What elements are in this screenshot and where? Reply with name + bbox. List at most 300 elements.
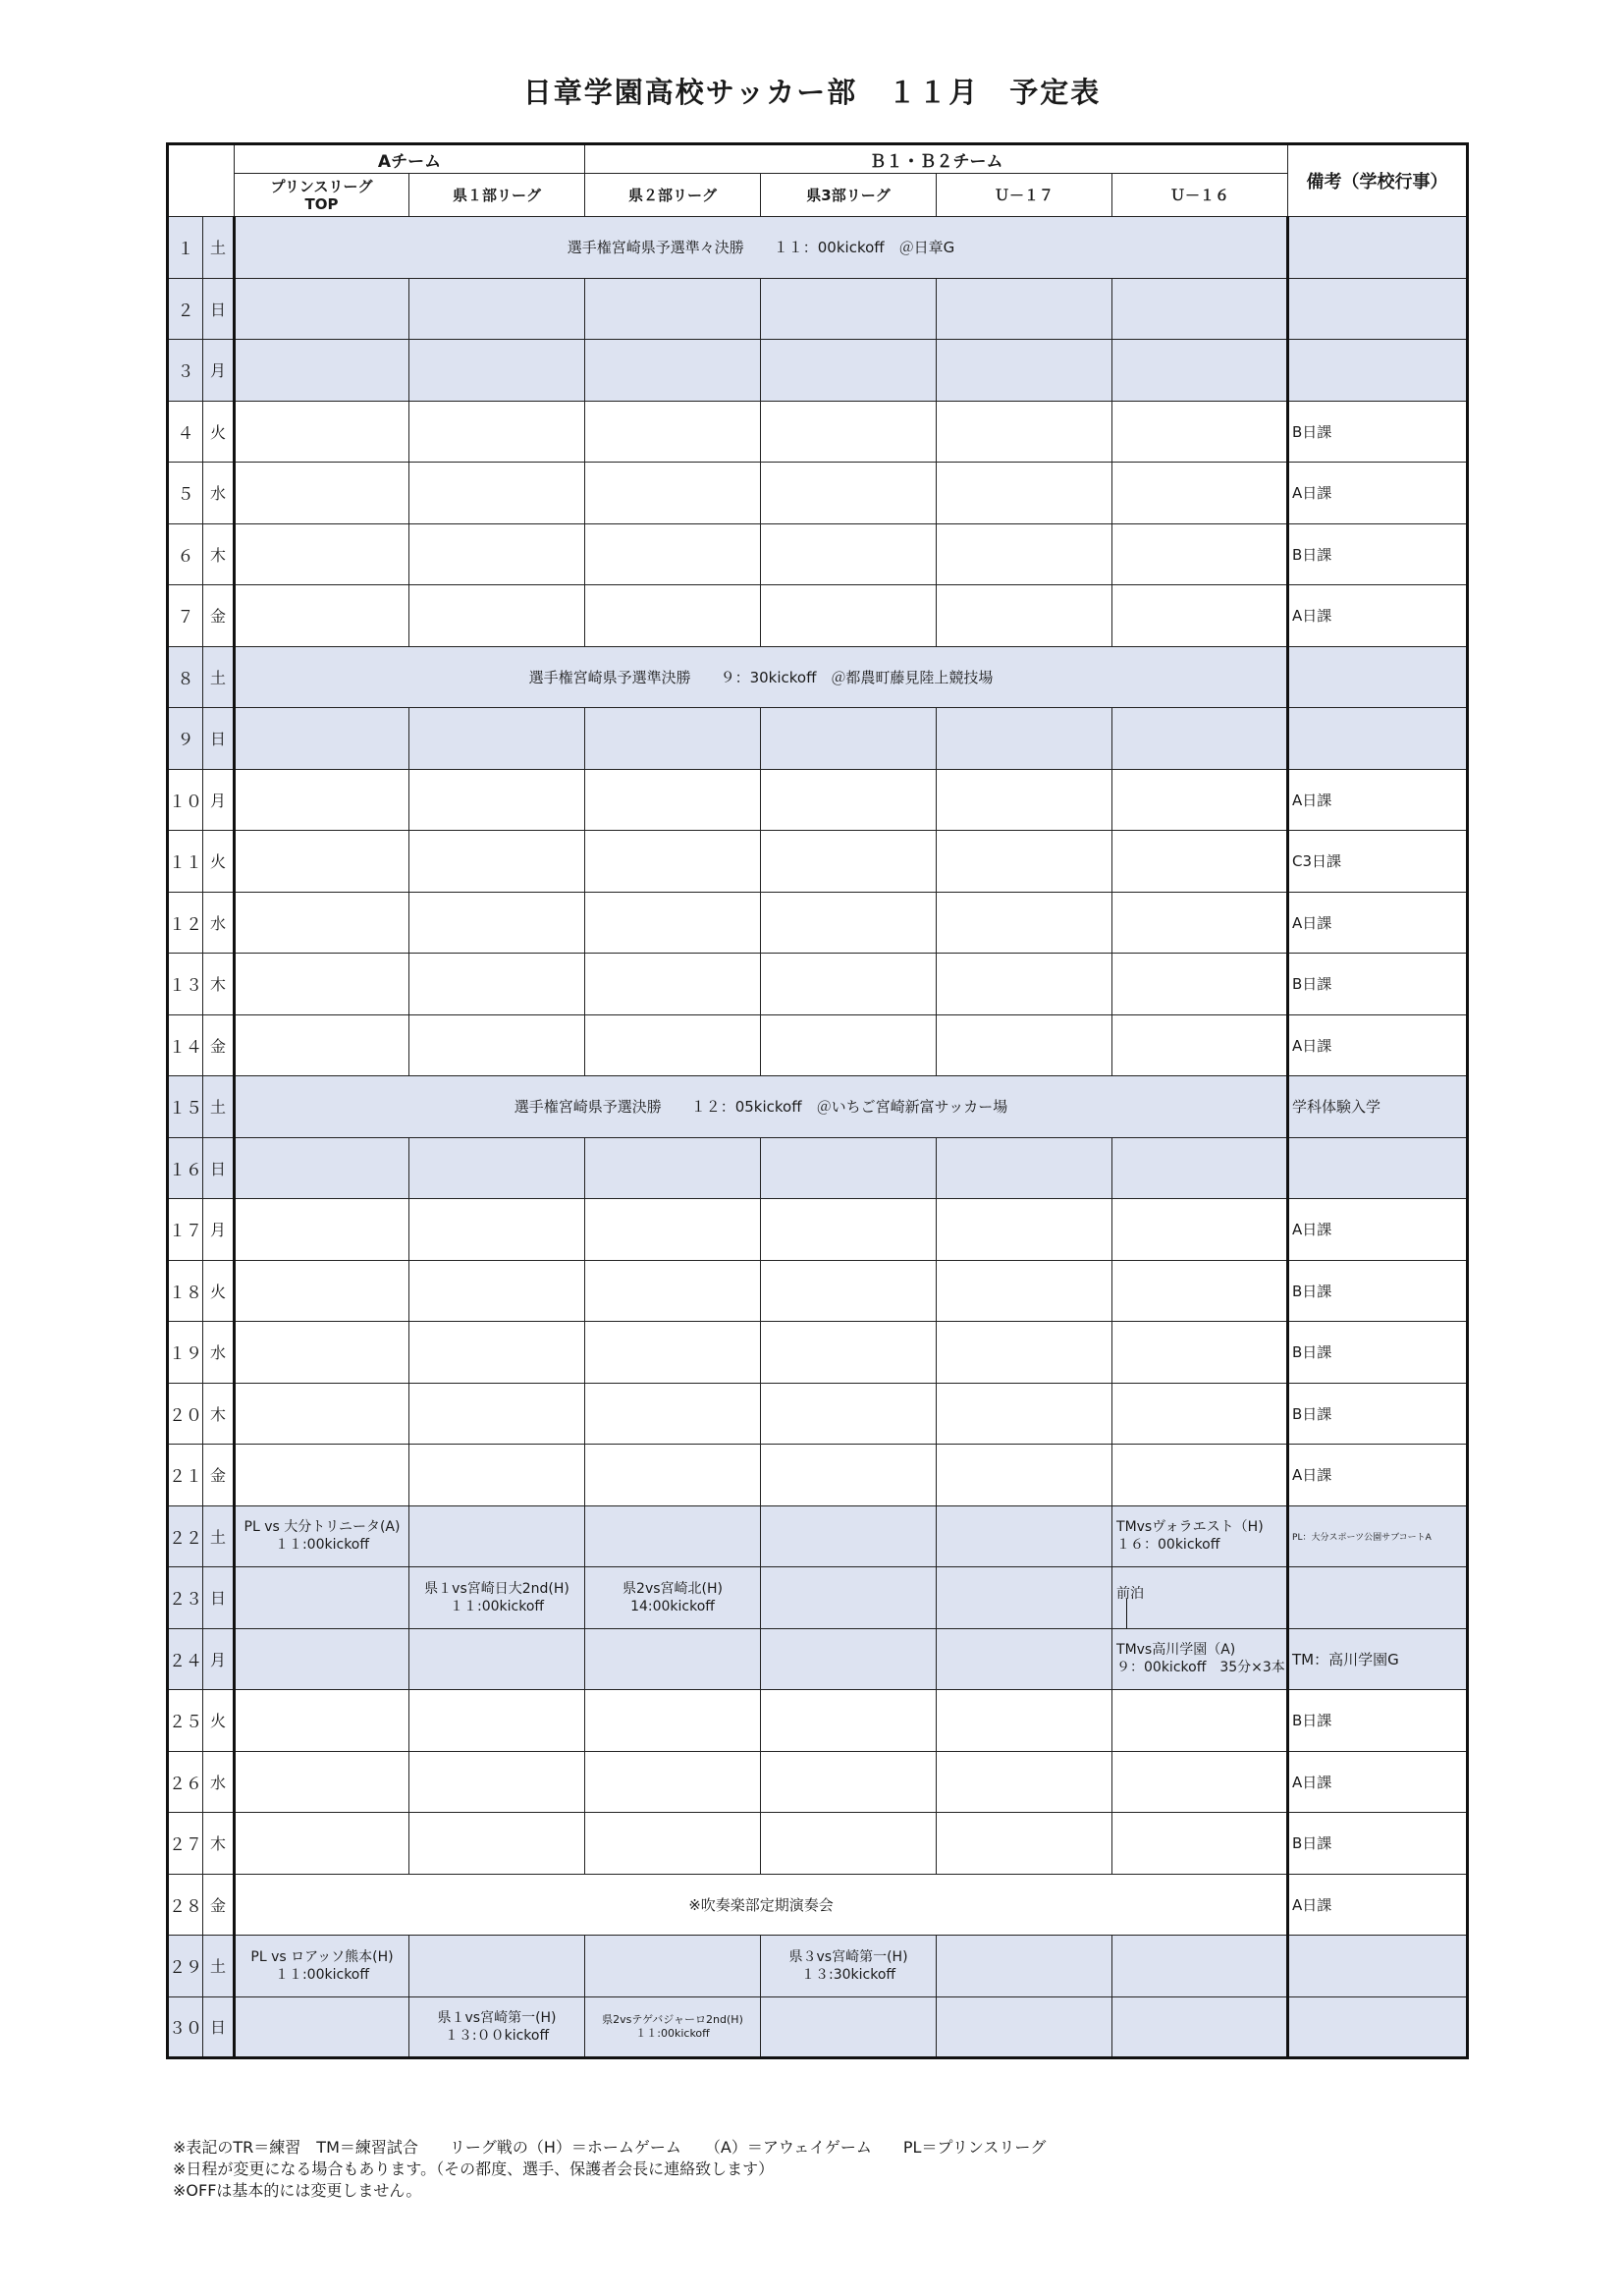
- weekday-cell: 火: [203, 831, 235, 893]
- weekday-cell: 土: [203, 1936, 235, 1997]
- cell-prince: [235, 278, 409, 340]
- header-pref2: 県２部リーグ: [585, 174, 761, 217]
- cell-prince: [235, 1383, 409, 1445]
- date-cell: ６: [168, 523, 203, 585]
- cell-pref1: [409, 401, 585, 463]
- date-cell: １: [168, 217, 203, 279]
- header-pref1: 県１部リーグ: [409, 174, 585, 217]
- table-row: [168, 646, 1468, 708]
- table-row: [168, 340, 1468, 402]
- cell-pref1: [409, 769, 585, 831]
- cell-pref3: [761, 523, 937, 585]
- cell-pref3: [761, 1813, 937, 1875]
- cell-prince: [235, 708, 409, 770]
- remark-cell: A日課: [1288, 1014, 1468, 1076]
- remark-cell: B日課: [1288, 523, 1468, 585]
- page-title: 日章学園高校サッカー部 １１月 予定表: [522, 76, 1102, 109]
- cell-u16: [1112, 892, 1288, 954]
- table-row: [168, 831, 1468, 893]
- cell-pref3: [761, 1996, 937, 2058]
- table-row: [168, 1751, 1468, 1813]
- weekday-cell: 木: [203, 954, 235, 1015]
- event-span-cell: ※吹奏楽部定期演奏会: [235, 1874, 1288, 1936]
- date-cell: ９: [168, 708, 203, 770]
- header-prince-line2: TOP: [304, 194, 339, 213]
- kickoff-line: １３:30kickoff: [800, 1966, 896, 1983]
- cell-u17: [937, 1014, 1112, 1076]
- header-prince-league: [235, 174, 409, 217]
- table-row: [168, 1628, 1468, 1690]
- date-cell: １７: [168, 1199, 203, 1261]
- date-cell: １０: [168, 769, 203, 831]
- cell-pref1: [409, 954, 585, 1015]
- footnote: ※OFFは基本的には変更しません。: [173, 2181, 422, 2200]
- table-row: [168, 401, 1468, 463]
- cell-u16: [1112, 1199, 1288, 1261]
- match-line: PL vs 大分トリニータ(A): [244, 1519, 401, 1536]
- cell-u16: [1112, 1567, 1288, 1629]
- cell-pref3: [761, 1014, 937, 1076]
- cell-pref1: [409, 1199, 585, 1261]
- cell-prince: [235, 1199, 409, 1261]
- cell-u17: [937, 1383, 1112, 1445]
- cell-prince: [235, 1445, 409, 1506]
- cell-pref3: [761, 892, 937, 954]
- cell-u16: [1112, 1813, 1288, 1875]
- cell-u16: [1112, 340, 1288, 402]
- remark-cell: [1288, 1936, 1468, 1997]
- match-line: TMvs高川学園（A): [1116, 1642, 1236, 1659]
- cell-u16: [1112, 278, 1288, 340]
- cell-pref1: [409, 1505, 585, 1567]
- header-pref3: 県3部リーグ: [761, 174, 937, 217]
- header-corner: [168, 144, 235, 217]
- cell-u17: [937, 1628, 1112, 1690]
- cell-prince: [235, 463, 409, 524]
- cell-pref1: [409, 708, 585, 770]
- date-cell: ２７: [168, 1813, 203, 1875]
- date-cell: １１: [168, 831, 203, 893]
- remark-cell: B日課: [1288, 954, 1468, 1015]
- cell-prince: [235, 1690, 409, 1752]
- date-cell: ２６: [168, 1751, 203, 1813]
- weekday-cell: 水: [203, 892, 235, 954]
- weekday-cell: 木: [203, 523, 235, 585]
- table-row: [168, 1137, 1468, 1199]
- remark-cell: B日課: [1288, 1690, 1468, 1752]
- cell-pref3: [761, 1628, 937, 1690]
- footnotes: [173, 2137, 1046, 2202]
- weekday-cell: 木: [203, 1813, 235, 1875]
- kickoff-line: ９：00kickoff 35分×3本: [1116, 1660, 1285, 1676]
- weekday-cell: 日: [203, 1567, 235, 1629]
- match-line: 県2vsテゲバジャーロ2nd(H): [602, 2012, 743, 2026]
- cell-prince: [235, 1813, 409, 1875]
- date-cell: ２１: [168, 1445, 203, 1506]
- cell-pref1: [409, 1322, 585, 1384]
- remark-cell: A日課: [1288, 892, 1468, 954]
- cell-u16: [1112, 1383, 1288, 1445]
- table-row: [168, 1076, 1468, 1138]
- remark-cell: C3日課: [1288, 831, 1468, 893]
- weekday-cell: 金: [203, 1445, 235, 1506]
- cell-u17: [937, 1813, 1112, 1875]
- cell-u17: [937, 585, 1112, 647]
- weekday-cell: 日: [203, 708, 235, 770]
- table-row: [168, 1199, 1468, 1261]
- cell-pref1: [409, 1936, 585, 1997]
- cell-prince: [235, 1014, 409, 1076]
- cell-prince: [235, 1260, 409, 1322]
- remark-cell: A日課: [1288, 463, 1468, 524]
- cell-pref1: [409, 1813, 585, 1875]
- travel-note-text: 前泊: [1116, 1586, 1145, 1602]
- cell-u17: [937, 1751, 1112, 1813]
- date-cell: ５: [168, 463, 203, 524]
- kickoff-line: １６：00kickoff: [1116, 1537, 1220, 1554]
- date-cell: ２: [168, 278, 203, 340]
- date-cell: ４: [168, 401, 203, 463]
- cell-pref1: [409, 1137, 585, 1199]
- weekday-cell: 水: [203, 463, 235, 524]
- header-u16: Ｕ－１６: [1112, 174, 1288, 217]
- cell-pref3: [761, 278, 937, 340]
- cell-pref2: [585, 1014, 761, 1076]
- weekday-cell: 火: [203, 401, 235, 463]
- cell-u17: [937, 769, 1112, 831]
- match-line: 県１vs宮崎第一(H): [437, 2009, 557, 2026]
- cell-pref1: [409, 1628, 585, 1690]
- table-row: [168, 1014, 1468, 1076]
- cell-prince: [235, 585, 409, 647]
- cell-pref1: [409, 1260, 585, 1322]
- table-row: [168, 585, 1468, 647]
- cell-pref2: [585, 585, 761, 647]
- cell-u17: [937, 463, 1112, 524]
- cell-u17: [937, 1690, 1112, 1752]
- cell-pref3: [761, 1690, 937, 1752]
- cell-pref2: [585, 1260, 761, 1322]
- remark-cell: A日課: [1288, 1199, 1468, 1261]
- table-row: [168, 217, 1468, 279]
- cell-pref2: [585, 523, 761, 585]
- header-u17: Ｕ－１７: [937, 174, 1112, 217]
- remark-cell: [1288, 708, 1468, 770]
- event-span-cell: 選手権宮崎県予選準決勝 ９：30kickoff ＠都農町藤見陸上競技場: [235, 646, 1288, 708]
- cell-pref3: [761, 769, 937, 831]
- date-cell: ８: [168, 646, 203, 708]
- cell-prince: [235, 1137, 409, 1199]
- cell-pref2: [585, 340, 761, 402]
- cell-pref1: [409, 1690, 585, 1752]
- cell-pref3: [761, 954, 937, 1015]
- cell-pref2: [585, 278, 761, 340]
- cell-pref3: [761, 401, 937, 463]
- cell-pref2: [585, 769, 761, 831]
- cell-pref1: [409, 340, 585, 402]
- date-cell: ２４: [168, 1628, 203, 1690]
- cell-u16: [1112, 954, 1288, 1015]
- remark-cell: A日課: [1288, 769, 1468, 831]
- weekday-cell: 月: [203, 769, 235, 831]
- remark-cell: B日課: [1288, 401, 1468, 463]
- date-cell: ２０: [168, 1383, 203, 1445]
- weekday-cell: 土: [203, 1076, 235, 1138]
- cell-pref1: [409, 585, 585, 647]
- cell-u17: [937, 1322, 1112, 1384]
- cell-u16: [1112, 523, 1288, 585]
- cell-prince: [235, 1996, 409, 2058]
- cell-prince: [235, 769, 409, 831]
- remark-cell: [1288, 646, 1468, 708]
- cell-pref2: [585, 1751, 761, 1813]
- remark-cell: [1288, 1137, 1468, 1199]
- date-cell: ２８: [168, 1874, 203, 1936]
- cell-pref2: [585, 1690, 761, 1752]
- table-row: [168, 1383, 1468, 1445]
- date-cell: １３: [168, 954, 203, 1015]
- weekday-cell: 月: [203, 340, 235, 402]
- cell-pref2: [585, 1445, 761, 1506]
- cell-u17: [937, 1936, 1112, 1997]
- remark-cell: [1288, 340, 1468, 402]
- cell-pref2: [585, 954, 761, 1015]
- cell-pref1: [409, 1751, 585, 1813]
- cell-u16: [1112, 1690, 1288, 1752]
- cell-pref1: [409, 1567, 585, 1629]
- cell-prince: [235, 1628, 409, 1690]
- cell-pref2: [585, 1628, 761, 1690]
- cell-pref2: [585, 892, 761, 954]
- table-row: [168, 1260, 1468, 1322]
- date-cell: ３０: [168, 1996, 203, 2058]
- cell-prince: [235, 1322, 409, 1384]
- cell-u17: [937, 1567, 1112, 1629]
- date-cell: ２９: [168, 1936, 203, 1997]
- match-line: 県３vs宮崎第一(H): [788, 1948, 908, 1965]
- date-cell: ２３: [168, 1567, 203, 1629]
- remark-cell: [1288, 217, 1468, 279]
- weekday-cell: 木: [203, 1383, 235, 1445]
- remark-cell: [1288, 1996, 1468, 2058]
- event-span-cell: 選手権宮崎県予選決勝 １２：05kickoff ＠いちご宮崎新富サッカー場: [235, 1076, 1288, 1138]
- cell-u17: [937, 1445, 1112, 1506]
- cell-pref2: [585, 1996, 761, 2058]
- cell-prince: [235, 523, 409, 585]
- cell-u17: [937, 1137, 1112, 1199]
- cell-u17: [937, 1996, 1112, 2058]
- cell-prince: [235, 831, 409, 893]
- cell-u16: [1112, 1014, 1288, 1076]
- date-cell: ７: [168, 585, 203, 647]
- cell-pref3: [761, 463, 937, 524]
- date-cell: ２２: [168, 1505, 203, 1567]
- header-team-a: Aチーム: [235, 144, 585, 174]
- cell-u16: [1112, 401, 1288, 463]
- weekday-cell: 火: [203, 1690, 235, 1752]
- cell-prince: [235, 1936, 409, 1997]
- kickoff-line: １１:00kickoff: [449, 1598, 545, 1614]
- match-line: PL vs ロアッソ熊本(H): [250, 1948, 394, 1965]
- cell-pref1: [409, 1996, 585, 2058]
- cell-u17: [937, 708, 1112, 770]
- cell-u17: [937, 831, 1112, 893]
- weekday-cell: 土: [203, 217, 235, 279]
- weekday-cell: 土: [203, 646, 235, 708]
- remark-cell: A日課: [1288, 585, 1468, 647]
- cell-pref2: [585, 831, 761, 893]
- cell-u16: [1112, 1628, 1288, 1690]
- cell-u17: [937, 340, 1112, 402]
- table-row: [168, 1690, 1468, 1752]
- table-row: [168, 1322, 1468, 1384]
- cell-pref3: [761, 831, 937, 893]
- cell-pref3: [761, 340, 937, 402]
- header-team-b: Ｂ１・Ｂ２チーム: [585, 144, 1288, 174]
- cell-pref2: [585, 1322, 761, 1384]
- cell-u17: [937, 278, 1112, 340]
- remark-cell: A日課: [1288, 1445, 1468, 1506]
- table-row: [168, 1505, 1468, 1567]
- cell-u16: [1112, 463, 1288, 524]
- cell-prince: [235, 892, 409, 954]
- remark-cell: 学科体験入学: [1288, 1076, 1468, 1138]
- cell-pref2: [585, 1505, 761, 1567]
- match-line: 県１vs宮崎日大2nd(H): [424, 1580, 569, 1597]
- cell-pref2: [585, 463, 761, 524]
- remark-cell: B日課: [1288, 1383, 1468, 1445]
- table-row: [168, 1567, 1468, 1629]
- date-cell: １４: [168, 1014, 203, 1076]
- cell-pref3: [761, 1137, 937, 1199]
- header-prince-line1: プリンスリーグ: [270, 177, 373, 195]
- cell-u17: [937, 401, 1112, 463]
- cell-pref1: [409, 1445, 585, 1506]
- cell-u16: [1112, 1936, 1288, 1997]
- cell-u17: [937, 892, 1112, 954]
- remark-cell: A日課: [1288, 1751, 1468, 1813]
- cell-pref3: [761, 708, 937, 770]
- cell-u16: [1112, 1445, 1288, 1506]
- table-row: [168, 463, 1468, 524]
- cell-pref2: [585, 1567, 761, 1629]
- weekday-cell: 日: [203, 1996, 235, 2058]
- cell-u16: [1112, 585, 1288, 647]
- cell-pref3: [761, 1445, 937, 1506]
- table-row: [168, 892, 1468, 954]
- cell-pref1: [409, 831, 585, 893]
- cell-prince: [235, 1505, 409, 1567]
- weekday-cell: 土: [203, 1505, 235, 1567]
- travel-note: [1116, 1567, 1286, 1628]
- weekday-cell: 金: [203, 1874, 235, 1936]
- date-cell: １５: [168, 1076, 203, 1138]
- cell-u16: [1112, 1751, 1288, 1813]
- remark-cell: [1288, 278, 1468, 340]
- cell-pref1: [409, 463, 585, 524]
- cell-pref3: [761, 1322, 937, 1384]
- weekday-cell: 月: [203, 1628, 235, 1690]
- cell-pref1: [409, 278, 585, 340]
- remark-cell: A日課: [1288, 1874, 1468, 1936]
- cell-pref2: [585, 1813, 761, 1875]
- table-row: [168, 278, 1468, 340]
- weekday-cell: 日: [203, 1137, 235, 1199]
- cell-u16: [1112, 1322, 1288, 1384]
- footnote: ※表記のTR＝練習 TM＝練習試合 リーグ戦の（H）＝ホームゲーム （A）＝アウェイゲーム PL＝プリンスリーグ: [173, 2138, 1047, 2157]
- date-cell: １６: [168, 1137, 203, 1199]
- date-cell: １８: [168, 1260, 203, 1322]
- cell-pref2: [585, 1936, 761, 1997]
- cell-u16: [1112, 831, 1288, 893]
- header-remarks: 備考（学校行事）: [1288, 144, 1468, 217]
- table-row: [168, 1813, 1468, 1875]
- weekday-cell: 水: [203, 1751, 235, 1813]
- kickoff-line: １１:00kickoff: [274, 1966, 370, 1983]
- table-row: [168, 769, 1468, 831]
- cell-u17: [937, 523, 1112, 585]
- weekday-cell: 日: [203, 278, 235, 340]
- cell-pref3: [761, 1936, 937, 1997]
- cell-u17: [937, 1199, 1112, 1261]
- cell-pref2: [585, 1383, 761, 1445]
- cell-pref3: [761, 585, 937, 647]
- table-row: [168, 1936, 1468, 1997]
- cell-u16: [1112, 1260, 1288, 1322]
- table-row: [168, 1996, 1468, 2058]
- cell-pref1: [409, 892, 585, 954]
- weekday-cell: 金: [203, 585, 235, 647]
- cell-pref2: [585, 1137, 761, 1199]
- cell-pref2: [585, 401, 761, 463]
- cell-pref2: [585, 708, 761, 770]
- cell-u17: [937, 1260, 1112, 1322]
- cell-pref3: [761, 1383, 937, 1445]
- date-cell: １９: [168, 1322, 203, 1384]
- kickoff-line: １３:００kickoff: [444, 2027, 550, 2044]
- table-row: [168, 1874, 1468, 1936]
- weekday-cell: 火: [203, 1260, 235, 1322]
- cell-pref1: [409, 1383, 585, 1445]
- cell-u17: [937, 1505, 1112, 1567]
- date-cell: ２５: [168, 1690, 203, 1752]
- cell-pref1: [409, 523, 585, 585]
- remark-cell: PL：大分スポーツ公園サブコートA: [1288, 1505, 1468, 1567]
- cell-prince: [235, 1567, 409, 1629]
- remark-cell: B日課: [1288, 1322, 1468, 1384]
- arrow-down-icon: [1126, 1599, 1127, 1628]
- cell-prince: [235, 340, 409, 402]
- date-cell: ３: [168, 340, 203, 402]
- remark-cell: [1288, 1567, 1468, 1629]
- kickoff-line: 14:00kickoff: [630, 1598, 715, 1614]
- remark-cell: B日課: [1288, 1813, 1468, 1875]
- weekday-cell: 水: [203, 1322, 235, 1384]
- cell-pref3: [761, 1199, 937, 1261]
- kickoff-line: １１:00kickoff: [274, 1537, 370, 1554]
- event-span-cell: 選手権宮崎県予選準々決勝 １１：00kickoff ＠日章G: [235, 217, 1288, 279]
- table-row: [168, 523, 1468, 585]
- cell-pref3: [761, 1260, 937, 1322]
- cell-u16: [1112, 1137, 1288, 1199]
- table-row: [168, 1445, 1468, 1506]
- cell-pref2: [585, 1199, 761, 1261]
- footnote: ※日程が変更になる場合もあります。（その都度、選手、保護者会長に連絡致します）: [173, 2159, 775, 2178]
- cell-u17: [937, 954, 1112, 1015]
- schedule-table: [166, 142, 1469, 2059]
- cell-pref3: [761, 1567, 937, 1629]
- kickoff-line: １１:00kickoff: [635, 2026, 710, 2040]
